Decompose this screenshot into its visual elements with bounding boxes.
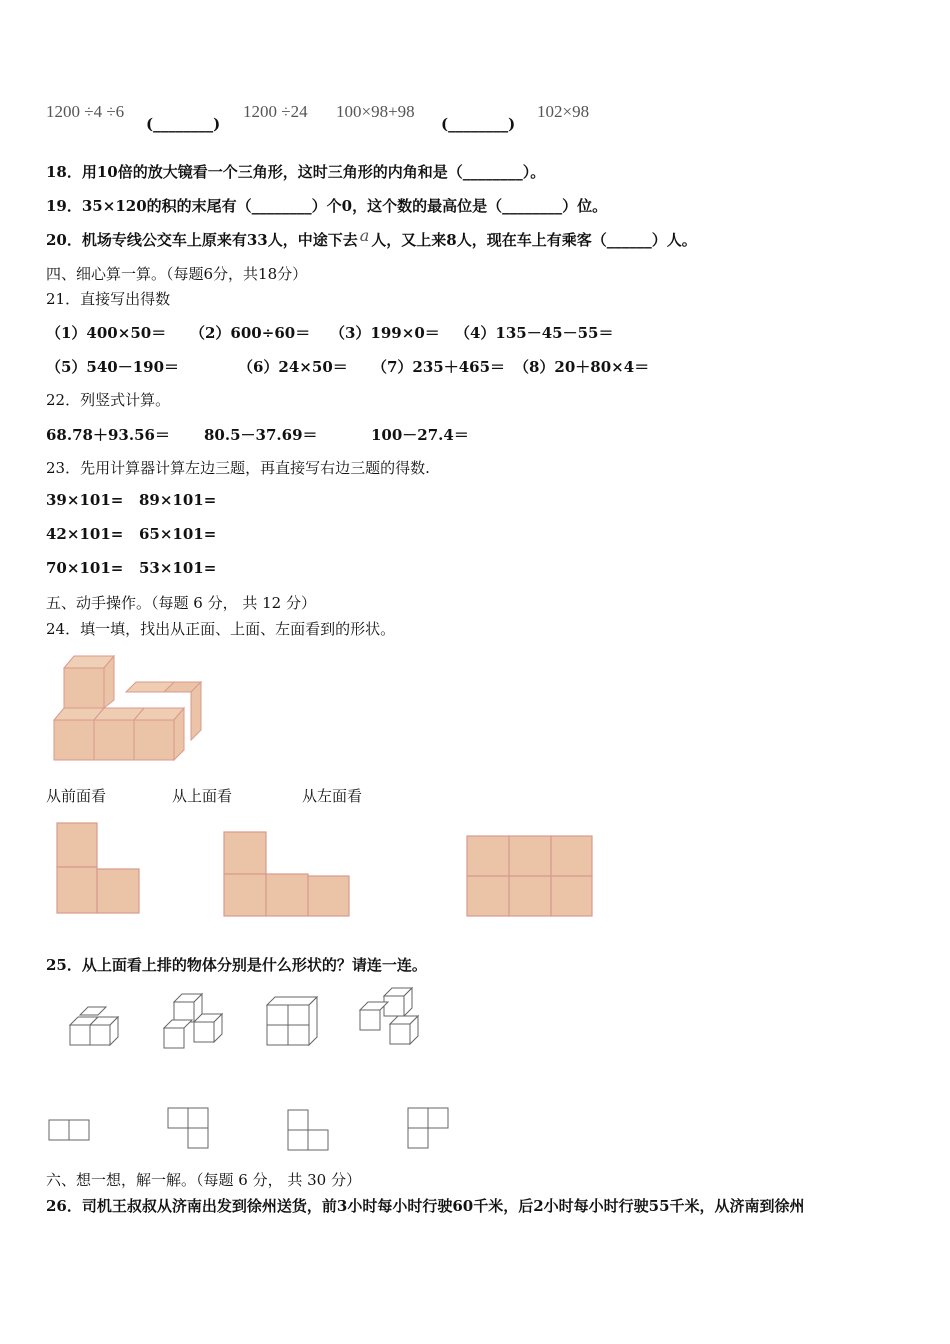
- q21-item-1: （1）400×50＝: [46, 324, 167, 342]
- section-6-heading: 六、想一想，解一解。（每题 6 分， 共 30 分）: [46, 1171, 361, 1189]
- q23-row-2: 42×101= 65×101=: [46, 525, 217, 543]
- q22-item-2: 80.5－37.69＝: [204, 426, 318, 444]
- q17-expr-2: 1200 ÷24: [243, 102, 308, 121]
- q21-item-8: （8）20＋80×4＝: [514, 358, 650, 376]
- cube-object-3[interactable]: [265, 995, 321, 1047]
- label-top-view: 从上面看: [172, 787, 233, 805]
- q22-item-3: 100－27.4＝: [371, 426, 469, 444]
- q17-expr-1: 1200 ÷4 ÷6: [46, 102, 125, 121]
- question-21-title: 21．直接写出得数: [46, 290, 171, 308]
- q22-item-1: 68.78＋93.56＝: [46, 426, 170, 444]
- question-18: 18．用10倍的放大镜看一个三角形，这时三角形的内角和是（________）。: [46, 163, 546, 181]
- q21-item-4: （4）135－45－55＝: [455, 324, 614, 342]
- question-20-before: 20．机场专线公交车上原来有33人，中途下去: [46, 231, 358, 249]
- q17-expr-4: 102×98: [537, 102, 590, 121]
- cube-object-2[interactable]: [162, 992, 224, 1052]
- section-5-heading: 五、动手操作。（每题 6 分， 共 12 分）: [46, 594, 316, 612]
- top-shape-2[interactable]: [166, 1106, 212, 1152]
- question-24-title: 24．填一填，找出从正面、上面、左面看到的形状。: [46, 620, 396, 638]
- label-left-view: 从左面看: [302, 787, 363, 805]
- q17-answer-blank-1[interactable]: (________): [146, 115, 221, 133]
- cube-arrangement-figure: [46, 650, 206, 765]
- left-view-shape: [466, 835, 594, 917]
- q17-answer-blank-2[interactable]: (________): [441, 115, 516, 133]
- front-view-shape: [56, 822, 142, 914]
- question-23-title: 23．先用计算器计算左边三题，再直接写右边三题的得数.: [46, 459, 430, 477]
- q21-item-5: （5）540－190＝: [46, 358, 180, 376]
- q21-item-6: （6）24×50＝: [238, 358, 348, 376]
- question-20-after: 人，又上来8人，现在车上有乘客（______）人。: [371, 231, 697, 249]
- q21-item-3: （3）199×0＝: [330, 324, 440, 342]
- top-shape-1[interactable]: [48, 1118, 92, 1142]
- label-front-view: 从前面看: [46, 787, 107, 805]
- question-20: [46, 226, 697, 250]
- q23-row-1: 39×101= 89×101=: [46, 491, 217, 509]
- question-25-title: 25．从上面看上排的物体分别是什么形状的？请连一连。: [46, 956, 427, 974]
- q21-item-2: （2）600÷60＝: [190, 324, 311, 342]
- section-4-heading: 四、细心算一算。（每题6分，共18分）: [46, 265, 308, 283]
- q17-expr-3: 100×98+98: [336, 102, 415, 121]
- variable-a: a: [359, 226, 370, 245]
- cube-object-4[interactable]: [358, 986, 424, 1048]
- question-19: 19．35×120的积的末尾有（________）个0，这个数的最高位是（________）位。: [46, 197, 608, 215]
- q21-item-7: （7）235＋465＝: [372, 358, 506, 376]
- top-view-shape: [223, 831, 351, 917]
- top-shape-3[interactable]: [286, 1108, 332, 1154]
- cube-object-1[interactable]: [68, 1005, 124, 1049]
- q23-row-3: 70×101= 53×101=: [46, 559, 217, 577]
- question-22-title: 22．列竖式计算。: [46, 391, 171, 409]
- question-26: 26．司机王叔叔从济南出发到徐州送货，前3小时每小时行驶60千米，后2小时每小时行驶55千米，从济南到徐州: [46, 1197, 805, 1215]
- top-shape-4[interactable]: [406, 1106, 452, 1152]
